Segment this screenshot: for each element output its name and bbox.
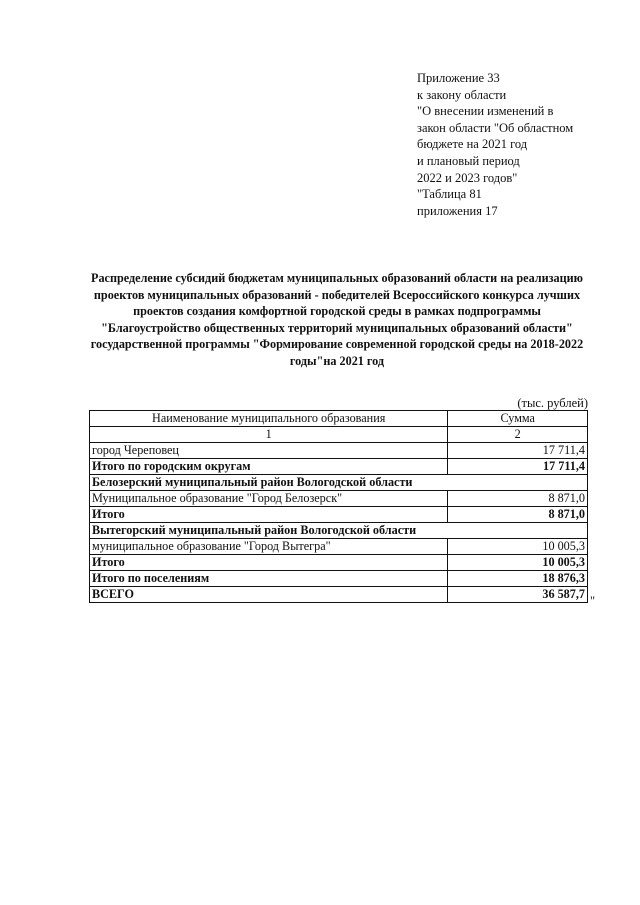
row-name: муниципальное образование "Город Вытегра" [90,539,448,555]
row-sum: 17 711,4 [448,459,588,475]
row-sum: 8 871,0 [448,491,588,507]
row-sum: 10 005,3 [448,539,588,555]
appendix-line: 2022 и 2023 годов" [417,170,518,185]
column-header-name: Наименование муниципального образования [90,411,448,427]
row-sum: 36 587,7 [448,587,588,603]
document-title: Распределение субсидий бюджетам муниципальных образований области на реализацию проектов муниципальных образований - победителей Всероссийского конкурса лучших проектов создания комфортной городской среды в рамках подпрограммы "Благоустройство общественных территорий муниципальных образований области" государственной программы "Формирование современной городской среды на 2018-2022 годы"на 2021 год [90,271,584,368]
district-name: Вытегорский муниципальный район Вологодской области [90,523,588,539]
row-sum: 8 871,0 [448,507,588,523]
subtotal-row [90,459,588,475]
appendix-line: к закону области [417,87,507,102]
row-name: город Череповец [90,443,448,459]
district-header-row [90,523,588,539]
row-sum: 18 876,3 [448,571,588,587]
table-row [90,491,588,507]
column-number-1: 1 [90,427,448,443]
table-row [90,443,588,459]
appendix-line: приложения 17 [417,203,498,218]
row-name: ВСЕГО [90,587,448,603]
grand-total-row [90,587,588,603]
subsidies-table [89,410,588,603]
table-row [90,539,588,555]
row-name: Итого [90,507,448,523]
row-name: Итого [90,555,448,571]
appendix-line: и плановый период [417,153,520,168]
column-numbering-row [90,427,588,443]
appendix-line: "Таблица 81 [417,187,482,202]
appendix-line: закон области "Об областном [417,120,574,135]
closing-quote: " [590,594,596,608]
appendix-line: "О внесении изменений в [417,104,554,119]
settlements-total-row [90,571,588,587]
district-header-row [90,475,588,491]
district-name: Белозерский муниципальный район Вологодской области [90,475,588,491]
row-sum: 17 711,4 [448,443,588,459]
appendix-line: бюджете на 2021 год [417,137,528,152]
appendix-line: Приложение 33 [417,71,500,85]
units-label: (тыс. рублей) [517,396,588,410]
appendix-note [417,70,617,219]
table-header-row [90,411,588,427]
subtotal-row [90,555,588,571]
column-header-sum: Сумма [448,411,588,427]
row-name: Муниципальное образование "Город Белозерск" [90,491,448,507]
row-name: Итого по городским округам [90,459,448,475]
row-sum: 10 005,3 [448,555,588,571]
column-number-2: 2 [448,427,588,443]
row-name: Итого по поселениям [90,571,448,587]
subtotal-row [90,507,588,523]
